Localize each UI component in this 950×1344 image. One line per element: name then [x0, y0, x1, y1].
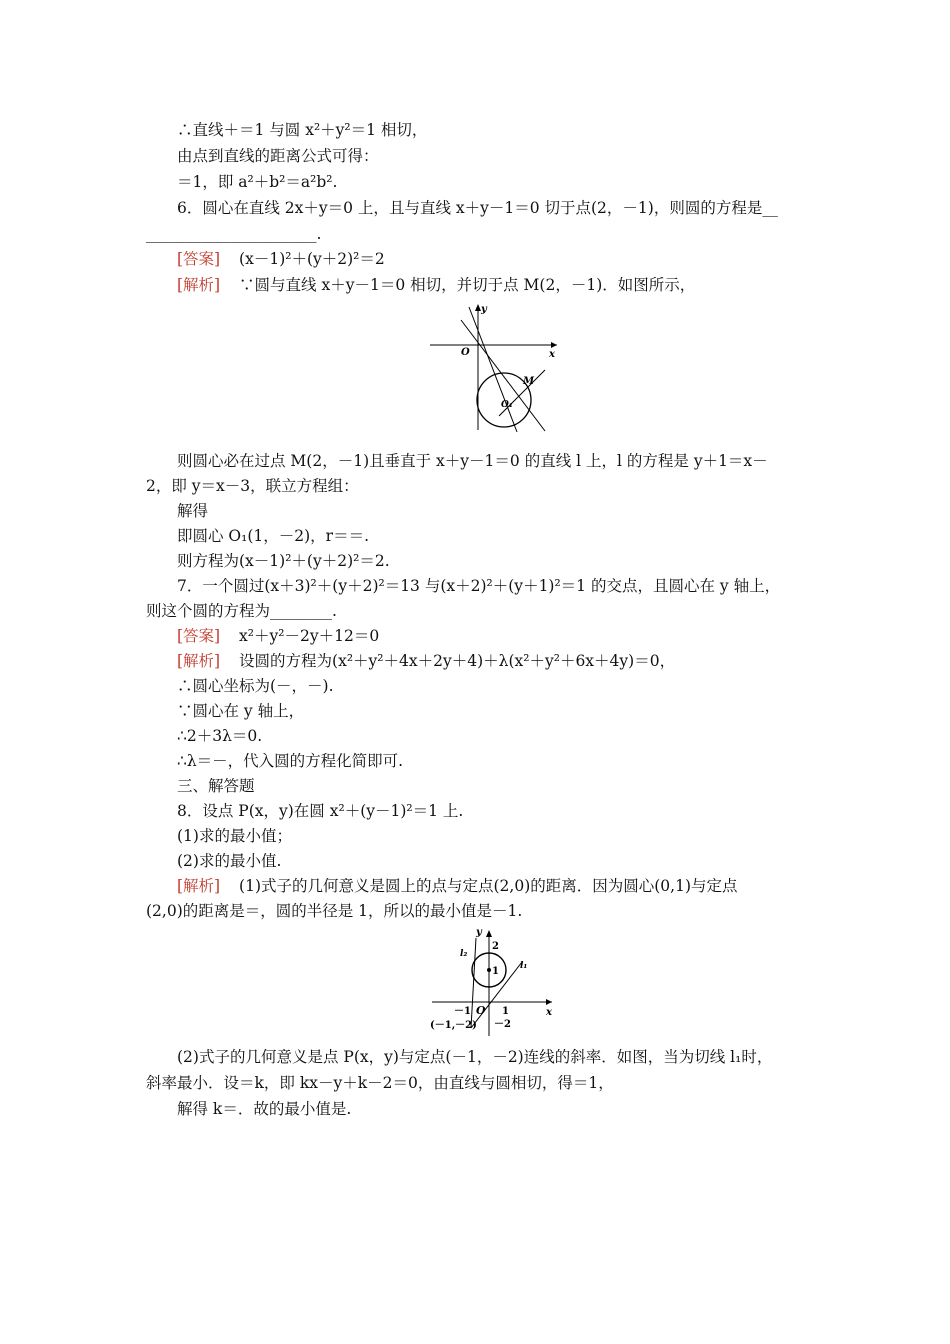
analysis-tag: [解析] [177, 652, 221, 670]
tick-x1: 1 [502, 1006, 509, 1017]
origin-label: O [461, 347, 470, 358]
analysis-text: 设圆的方程为(x²＋y²＋4x＋2y＋4)＋λ(x²＋y²＋6x＋4y)＝0， [239, 652, 676, 670]
answer-tag: [答案] [177, 250, 221, 268]
question-7: 7．一个圆过(x＋3)²＋(y＋2)²＝13 与(x＋2)²＋(y＋1)²＝1 的交点，且圆心在 y 轴上， [177, 577, 781, 595]
figure-slope-tangent [412, 924, 562, 1042]
x-axis-arrow [551, 342, 557, 348]
figure-circle-tangent [425, 298, 565, 438]
tick-neg2: －2 [494, 1019, 511, 1030]
l1-label: l₁ [520, 961, 528, 971]
text-line: 解得 [177, 502, 209, 520]
tick-neg1: －1 [454, 1006, 471, 1017]
y-axis-arrow [486, 930, 492, 937]
text-line: 2，即 y＝x－3，联立方程组： [146, 477, 359, 495]
analysis-text: (1)式子的几何意义是圆上的点与定点(2,0)的距离．因为圆心(0,1)与定点 [239, 877, 738, 895]
x-label: x [549, 349, 555, 360]
center-o1-label: O₁ [501, 400, 513, 410]
answer-text: (x－1)²＋(y＋2)²＝2 [239, 250, 385, 268]
analysis-line [177, 650, 675, 672]
section-heading: 三、解答题 [177, 777, 255, 795]
text-line: (1)求的最小值； [177, 827, 292, 845]
text-line: ∴λ＝－，代入圆的方程化简即可. [177, 752, 404, 770]
y-label: y [476, 927, 482, 938]
answer-line [177, 248, 385, 270]
text-line: (2)求的最小值. [177, 852, 282, 870]
text-line: (2)式子的几何意义是点 P(x，y)与定点(－1，－2)连线的斜率．如图，当为切线 l₁时， [177, 1048, 773, 1066]
tick-2: 2 [492, 941, 499, 952]
x-label: x [546, 1007, 552, 1018]
text-line: 则圆心必在过点 M(2，－1)且垂直于 x＋y－1＝0 的直线 l 上，l 的方程是 y＋1＝x－ [177, 452, 768, 470]
tick-1: 1 [492, 966, 499, 977]
question-6: 6．圆心在直线 2x＋y＝0 上，且与直线 x＋y－1＝0 切于点(2，－1)，则圆的方程是__ [177, 199, 778, 217]
question-8: 8．设点 P(x，y)在圆 x²＋(y－1)²＝1 上. [177, 802, 464, 820]
point-m-label: M [523, 376, 535, 387]
answer-blank: ______________________. [146, 225, 322, 243]
text-line: ∴圆心坐标为(－，－). [177, 677, 334, 695]
analysis-tag: [解析] [177, 276, 221, 294]
text-line: 则这个圆的方程为________. [146, 602, 337, 620]
analysis-line [177, 274, 695, 296]
text-line: ∴2＋3λ＝0. [177, 727, 263, 745]
text-line: (2,0)的距离是＝，圆的半径是 1，所以的最小值是－1. [146, 902, 523, 920]
guide [485, 320, 545, 368]
point-label: (－1,－2) [430, 1020, 477, 1031]
text-line: ∴直线＋＝1 与圆 x²＋y²＝1 相切， [177, 121, 428, 139]
analysis-line [177, 875, 738, 897]
answer-text: x²＋y²－2y＋12＝0 [239, 627, 380, 645]
text-line: 则方程为(x－1)²＋(y＋2)²＝2. [177, 552, 390, 570]
y-label: y [481, 304, 487, 315]
text-line: 解得 k＝．故的最小值是. [177, 1100, 352, 1118]
analysis-text: ∵圆与直线 x＋y－1＝0 相切，并切于点 M(2，－1)．如图所示， [239, 276, 696, 294]
text-line: ∵圆心在 y 轴上， [177, 702, 305, 720]
circle-center [487, 968, 491, 972]
text-line: ＝1，即 a²＋b²＝a²b². [177, 173, 338, 191]
text-line: 由点到直线的距离公式可得： [177, 147, 379, 165]
text-line: 即圆心 O₁(1，－2)，r＝＝. [177, 527, 370, 545]
answer-line [177, 625, 379, 647]
text-line: 斜率最小．设＝k，即 kx－y＋k－2＝0，由直线与圆相切，得＝1， [146, 1074, 614, 1092]
x-axis-arrow [546, 999, 552, 1005]
answer-tag: [答案] [177, 627, 221, 645]
analysis-tag: [解析] [177, 877, 221, 895]
l2-label: l₂ [460, 949, 468, 959]
origin-label: O [476, 1004, 486, 1017]
